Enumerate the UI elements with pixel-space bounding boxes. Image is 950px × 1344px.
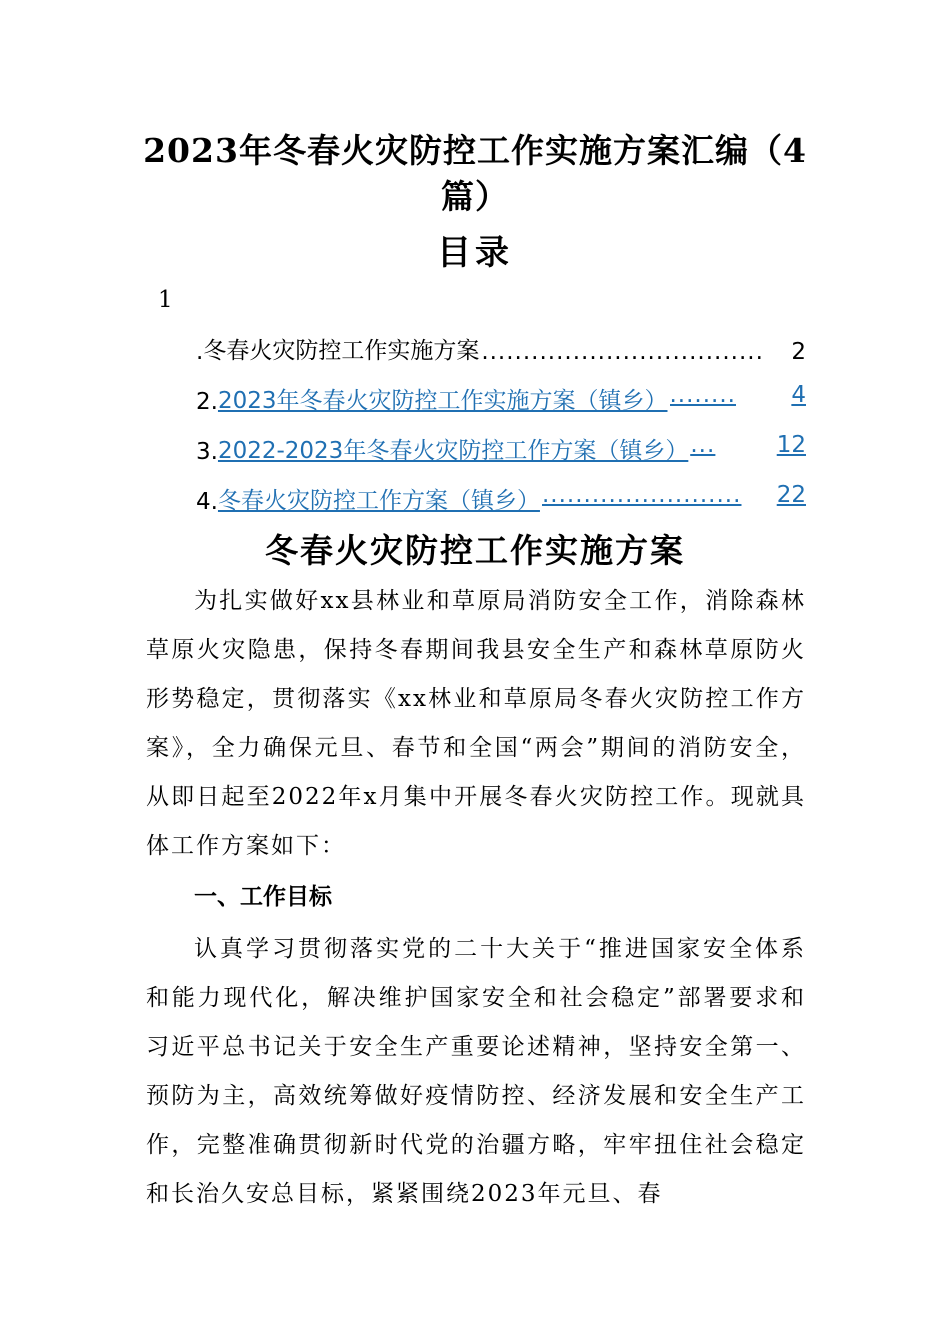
toc-page-number: 12 bbox=[776, 432, 806, 458]
document-title: 2023年冬春火灾防控工作实施方案汇编（4篇） bbox=[143, 131, 807, 216]
toc-page-number: 4 bbox=[791, 382, 806, 408]
toc-item-text: 2022-2023年冬春火灾防控工作方案（镇乡） bbox=[217, 438, 689, 464]
toc-item-text: 冬春火灾防控工作实施方案 bbox=[203, 338, 480, 364]
toc-item-text: 2023年冬春火灾防控工作实施方案（镇乡） bbox=[217, 388, 668, 414]
section-heading-goals: 一、工作目标 bbox=[194, 884, 332, 910]
toc-leader-dots: .................................. bbox=[481, 339, 764, 365]
toc-item-1[interactable] bbox=[196, 325, 806, 365]
body-paragraph-1: 为扎实做好xx县林业和草原局消防安全工作，消除森林草原火灾隐患，保持冬春期间我县安全生产和森林草原防火形势稳定，贯彻落实《xx林业和草原局冬春火灾防控工作方案》，全力确保元旦、春节和全国“两会”期间的消防安全，从即日起至2022年x月集中开展冬春火灾防控工作。现就具体工作方案如下： bbox=[146, 588, 806, 859]
toc-item-1-number: 1 bbox=[158, 287, 173, 313]
toc-item-prefix: 4. bbox=[196, 489, 218, 515]
toc-item-link[interactable] bbox=[218, 432, 806, 465]
toc-leader-dots: ........................ bbox=[541, 482, 742, 508]
toc-item-3[interactable] bbox=[196, 425, 806, 465]
toc-heading: 目录 bbox=[437, 233, 513, 273]
toc-page-number: 22 bbox=[776, 482, 806, 508]
toc-item-text: 冬春火灾防控工作方案（镇乡） bbox=[217, 488, 540, 514]
toc-item-link[interactable] bbox=[218, 382, 806, 415]
body-paragraph-2: 认真学习贯彻落实党的二十大关于“推进国家安全体系和能力现代化，解决维护国家安全和社会稳定”部署要求和习近平总书记关于安全生产重要论述精神，坚持安全第一、预防为主，高效统筹做好疫情防控、经济发展和安全生产工作，完整准确贯彻新时代党的治疆方略，牢牢扭住社会稳定和长治久安总目标，紧紧围绕2023年元旦、春 bbox=[146, 936, 806, 1207]
toc-leader-dots: ... bbox=[690, 432, 716, 458]
toc-page-number: 2 bbox=[791, 339, 806, 365]
toc-item-link[interactable] bbox=[218, 482, 806, 515]
toc-item-prefix: 2. bbox=[196, 389, 218, 415]
section-title: 冬春火灾防控工作实施方案 bbox=[265, 531, 685, 570]
toc-item-prefix: . bbox=[196, 339, 204, 365]
toc-item-2[interactable] bbox=[196, 375, 806, 415]
toc-item-4[interactable] bbox=[196, 475, 806, 515]
toc-leader-dots: ........ bbox=[669, 382, 736, 408]
toc-item-prefix: 3. bbox=[196, 439, 218, 465]
